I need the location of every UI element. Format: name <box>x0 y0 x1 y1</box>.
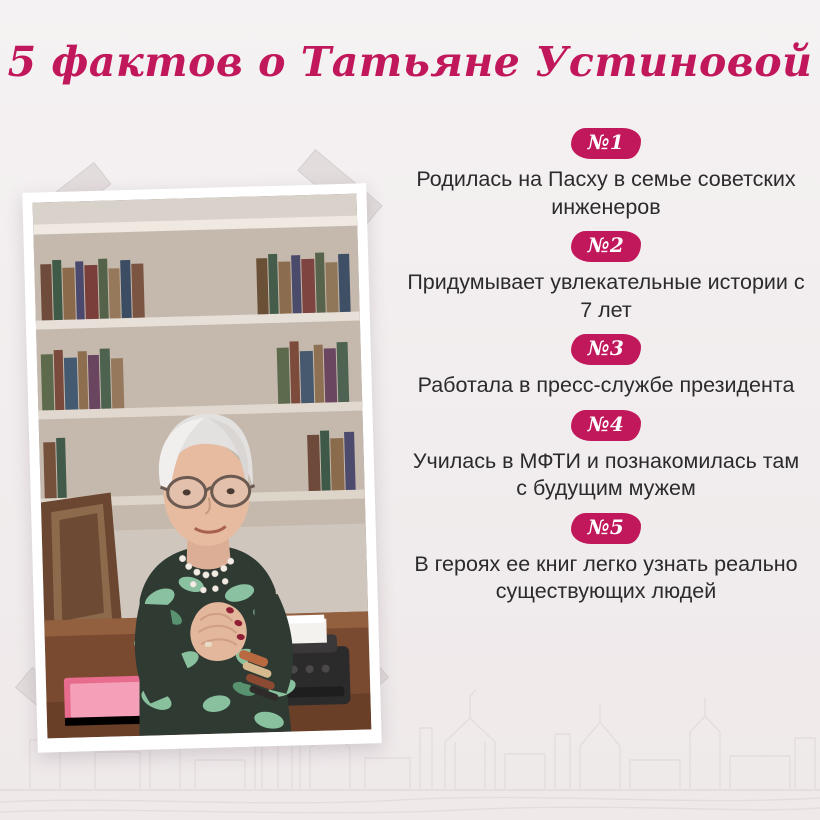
fact-item-1 <box>400 128 812 221</box>
fact-text-4: Училась в МФТИ и познакомилась там с будущим мужем <box>412 448 800 501</box>
photo-frame <box>22 183 382 752</box>
photo-block <box>8 170 390 760</box>
fact-badge-3: №3 <box>571 334 642 365</box>
author-photo <box>33 194 372 739</box>
fact-item-2 <box>400 231 812 324</box>
fact-item-5 <box>400 513 812 606</box>
fact-text-1: Родилась на Пасху в семье советских инженеров <box>416 167 796 219</box>
fact-item-3 <box>400 334 812 400</box>
fact-badge-1: №1 <box>571 128 642 159</box>
fact-item-4 <box>400 410 812 503</box>
fact-badge-2: №2 <box>571 231 642 262</box>
facts-list <box>400 128 812 616</box>
page-title: 5 фактов о Татьяне Устиновой <box>7 38 813 86</box>
fact-badge-4: №4 <box>571 410 642 441</box>
fact-text-5: В героях ее книг легко узнать реально существующих людей <box>414 551 798 604</box>
fact-text-2: Придумывает увлекательные истории с 7 лет <box>407 270 805 322</box>
fact-badge-5: №5 <box>571 513 642 544</box>
fact-text-3: Работала в пресс-службе президента <box>417 373 795 398</box>
